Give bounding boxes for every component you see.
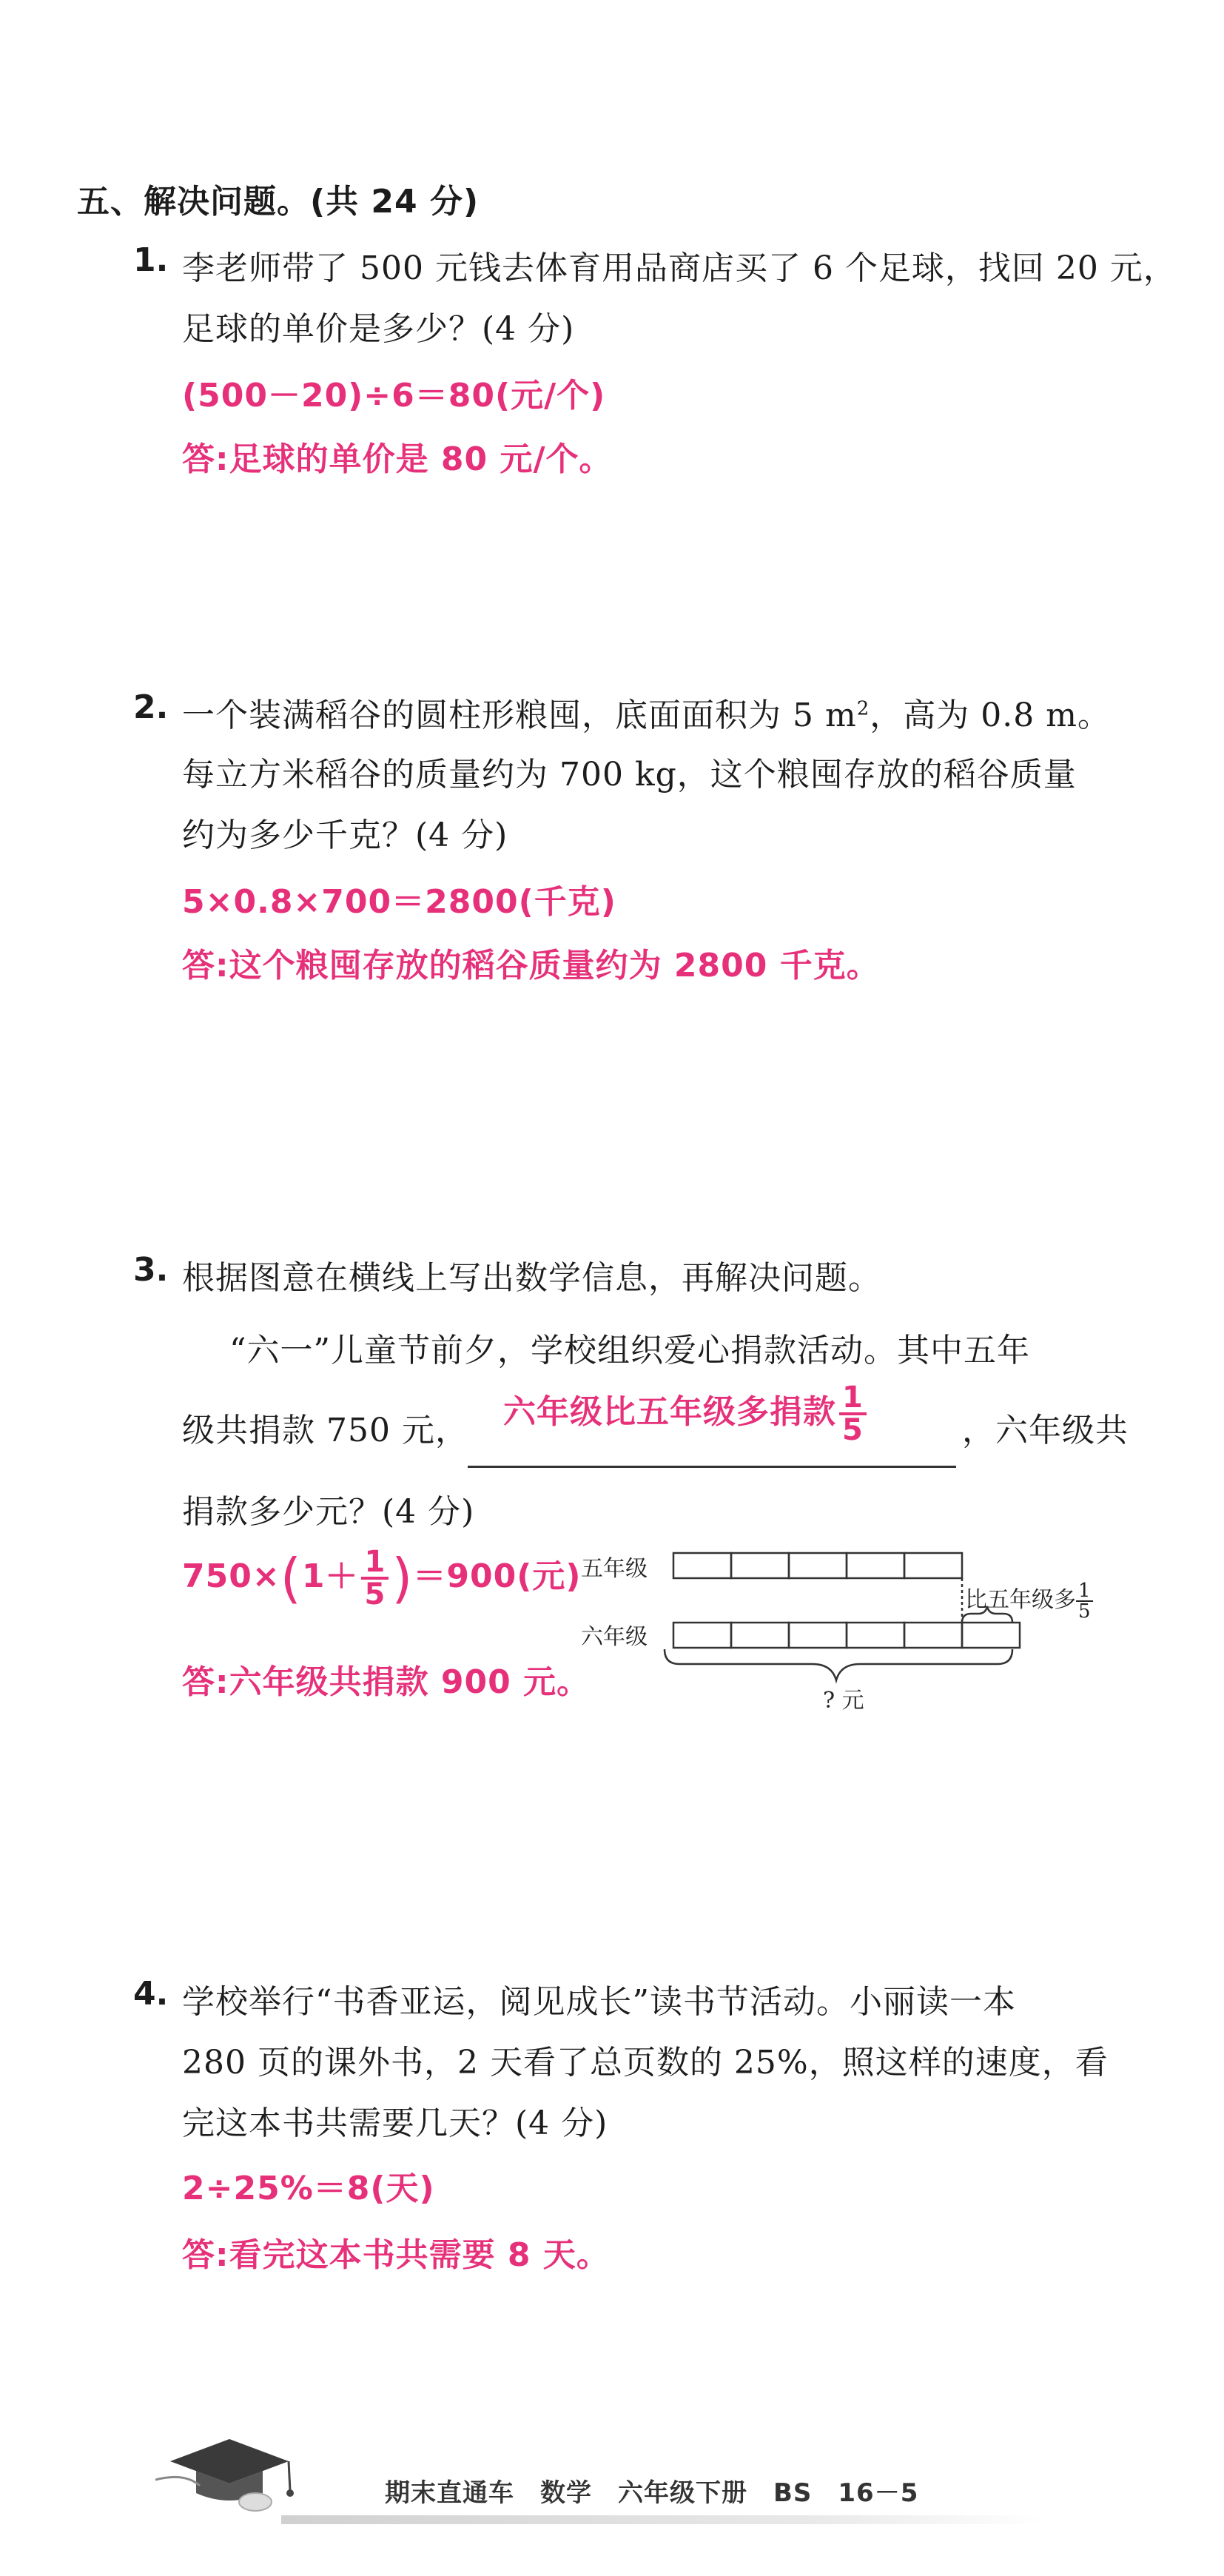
question-number: 2. <box>133 688 169 726</box>
grade6-segment <box>847 1623 904 1648</box>
answer-calculation: 750×(1＋ $\frac{1}{5}$ )＝900(元) <box>182 1545 582 1611</box>
question-text-line: 足球的单价是多少？(4 分) <box>182 310 575 348</box>
grade6-segment <box>673 1623 731 1648</box>
grade5-segment <box>904 1553 962 1578</box>
answer-statement: 答:足球的单价是 80 元/个。 <box>182 440 613 478</box>
question-number: 3. <box>133 1251 169 1289</box>
question-text-line: 学校举行“书香亚运，阅见成长”读书节活动。小丽读一本 <box>182 1983 1016 2021</box>
total-label: ? 元 <box>823 1688 864 1714</box>
question-text-line: 完这本书共需要几天？(4 分) <box>182 2104 608 2142</box>
question-text-line: 级共捐款 750 元， <box>182 1412 468 1449</box>
question-number: 4. <box>133 1975 169 2013</box>
question-text-line: 李老师带了 500 元钱去体育用品商店买了 6 个足球，找回 20 元， <box>182 249 1177 287</box>
question-text-line: ，六年级共 <box>962 1412 1129 1449</box>
graduation-cap-icon <box>155 2428 303 2517</box>
answer-statement: 答:这个粮囤存放的稻谷质量约为 2800 千克。 <box>182 947 880 985</box>
diagram-annotation: 比五年级多 $\frac{1}{5}$ <box>965 1581 1093 1621</box>
question-text-line: 捐款多少元？(4 分) <box>182 1493 475 1531</box>
footer-text: 期末直通车 数学 六年级下册 BS 16－5 <box>385 2478 919 2508</box>
grade5-segment <box>673 1553 731 1578</box>
question-number: 1. <box>133 241 169 279</box>
question-text-line: “六一”儿童节前夕，学校组织爱心捐款活动。其中五年 <box>229 1332 1030 1369</box>
answer-calculation: 5×0.8×700＝2800(千克) <box>182 883 616 921</box>
grade5-segment <box>731 1553 789 1578</box>
answer-calculation: (500－20)÷6＝80(元/个) <box>182 377 606 415</box>
question-text-line: 约为多少千克？(4 分) <box>182 816 508 854</box>
question-text-line: 每立方米稻谷的质量约为 700 kg，这个粮囤存放的稻谷质量 <box>182 756 1077 794</box>
footer-bar <box>281 2515 1043 2524</box>
total-brace <box>665 1649 1012 1680</box>
grade6-segment <box>962 1623 1020 1648</box>
question-text-line: 一个装满稻谷的圆柱形粮囤，底面面积为 5 $m^2$，高为 0.8 m。 <box>182 697 1111 734</box>
grade6-segment <box>731 1623 789 1648</box>
fill-in-blank-line <box>468 1466 956 1468</box>
grade5-label: 五年级 <box>581 1556 648 1582</box>
grade6-segment <box>904 1623 962 1648</box>
question-text-line: 280 页的课外书，2 天看了总页数的 25%，照这样的速度，看 <box>182 2044 1109 2082</box>
grade5-segment <box>789 1553 847 1578</box>
answer-calculation: 2÷25%＝8(天) <box>182 2170 435 2207</box>
section-title: 五、解决问题。(共 24 分) <box>77 183 480 221</box>
answer-statement: 答:看完这本书共需要 8 天。 <box>182 2236 610 2274</box>
answer-statement: 答:六年级共捐款 900 元。 <box>182 1663 591 1701</box>
grade5-segment <box>847 1553 904 1578</box>
question-text-line: 根据图意在横线上写出数学信息，再解决问题。 <box>182 1259 881 1297</box>
grade6-segment <box>789 1623 847 1648</box>
blank-answer: 六年级比五年级多捐款 $\frac{1}{5}$ <box>503 1383 870 1445</box>
grade5-bar <box>673 1553 962 1578</box>
grade6-bar <box>673 1623 1020 1648</box>
grade6-label: 六年级 <box>581 1624 648 1650</box>
